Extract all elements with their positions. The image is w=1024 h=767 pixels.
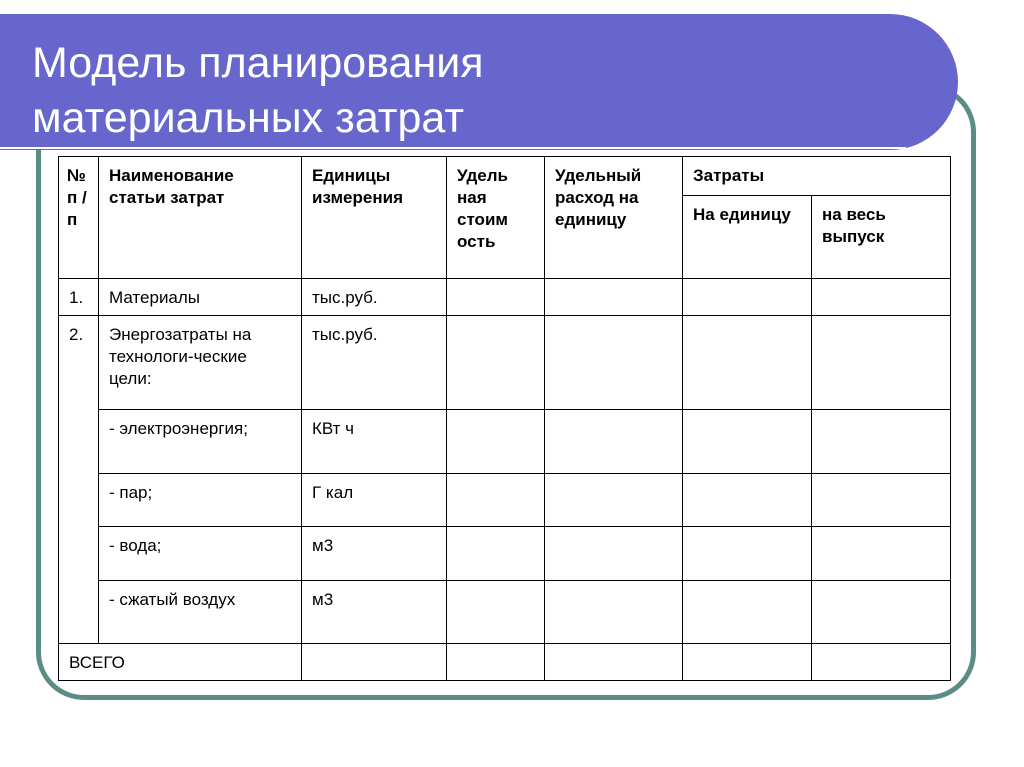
- row-name: - электроэнергия;: [99, 410, 302, 474]
- header-per-unit: На единицу: [683, 196, 812, 279]
- header-costs: Затраты: [683, 157, 951, 196]
- cell-empty: [447, 644, 545, 681]
- cell-empty: [545, 474, 683, 527]
- row-name: Энергозатраты на технологи-ческие цели:: [99, 316, 302, 410]
- row-unit: Г кал: [302, 474, 447, 527]
- table-row: [59, 474, 951, 527]
- cell-empty: [683, 279, 812, 316]
- total-row: [59, 644, 951, 681]
- table-row: [59, 527, 951, 581]
- title-bar: [0, 14, 958, 150]
- row-unit: м3: [302, 527, 447, 581]
- row-unit: тыс.руб.: [302, 316, 447, 410]
- cell-empty: [545, 279, 683, 316]
- cell-empty: [683, 644, 812, 681]
- cell-empty: [812, 279, 951, 316]
- table-row: [59, 581, 951, 644]
- cell-empty: [683, 474, 812, 527]
- cell-empty: [683, 581, 812, 644]
- header-total-output: на весь выпуск: [812, 196, 951, 279]
- cell-empty: [447, 279, 545, 316]
- cell-empty: [447, 474, 545, 527]
- cell-empty: [447, 527, 545, 581]
- cost-table: [58, 156, 951, 681]
- cell-empty: [545, 644, 683, 681]
- table-row: [59, 410, 951, 474]
- slide-title: [32, 36, 484, 146]
- cell-empty: [812, 410, 951, 474]
- cell-empty: [683, 410, 812, 474]
- cell-empty: [812, 474, 951, 527]
- cell-empty: [447, 316, 545, 410]
- cell-empty: [812, 527, 951, 581]
- row-name: - пар;: [99, 474, 302, 527]
- cell-empty: [545, 581, 683, 644]
- row-unit: КВт ч: [302, 410, 447, 474]
- cell-empty: [683, 316, 812, 410]
- row-name: - вода;: [99, 527, 302, 581]
- row-num: 2.: [59, 316, 99, 644]
- row-unit: тыс.руб.: [302, 279, 447, 316]
- cell-empty: [545, 316, 683, 410]
- header-unit-cost: Удель ная стоим ость: [447, 157, 545, 279]
- cell-empty: [812, 316, 951, 410]
- cell-empty: [545, 410, 683, 474]
- cell-empty: [447, 581, 545, 644]
- cell-empty: [812, 644, 951, 681]
- cell-empty: [812, 581, 951, 644]
- header-num: № п / п: [59, 157, 99, 279]
- row-name: - сжатый воздух: [99, 581, 302, 644]
- cell-empty: [447, 410, 545, 474]
- title-line-2: материальных затрат: [32, 94, 465, 142]
- row-name: Материалы: [99, 279, 302, 316]
- row-num: 1.: [59, 279, 99, 316]
- cell-empty: [683, 527, 812, 581]
- title-underline: [0, 147, 906, 149]
- cell-empty: [302, 644, 447, 681]
- row-unit: м3: [302, 581, 447, 644]
- title-line-1: Модель планирования: [32, 39, 484, 87]
- header-name: Наименование статьи затрат: [99, 157, 302, 279]
- header-row: [59, 157, 951, 196]
- header-unit: Единицы измерения: [302, 157, 447, 279]
- table-row: [59, 279, 951, 316]
- cell-empty: [545, 527, 683, 581]
- table-row: [59, 316, 951, 410]
- header-unit-consumption: Удельный расход на единицу: [545, 157, 683, 279]
- total-label: ВСЕГО: [59, 644, 302, 681]
